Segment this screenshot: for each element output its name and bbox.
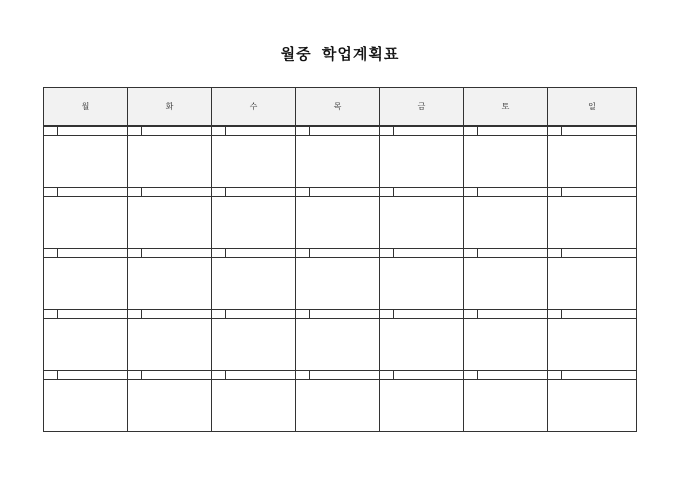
date-cell-fri: [380, 310, 464, 318]
plan-cell-thu[interactable]: [296, 319, 380, 370]
date-cell-fri: [380, 249, 464, 257]
week-row: [44, 248, 636, 309]
plan-cell-thu[interactable]: [296, 380, 380, 431]
plan-cell-sun[interactable]: [548, 136, 636, 187]
date-number-box[interactable]: [548, 310, 562, 318]
date-number-box[interactable]: [44, 371, 58, 379]
plan-cell-tue[interactable]: [128, 258, 212, 309]
date-number-row: [44, 126, 636, 136]
date-number-box[interactable]: [296, 371, 310, 379]
date-cell-fri: [380, 188, 464, 196]
date-cell-wed: [212, 127, 296, 135]
plan-cell-wed[interactable]: [212, 197, 296, 248]
date-cell-fri: [380, 127, 464, 135]
date-cell-wed: [212, 371, 296, 379]
date-number-box[interactable]: [128, 188, 142, 196]
plan-cell-sun[interactable]: [548, 319, 636, 370]
plan-cell-tue[interactable]: [128, 197, 212, 248]
plan-cell-sat[interactable]: [464, 258, 548, 309]
date-number-box[interactable]: [44, 188, 58, 196]
date-number-box[interactable]: [296, 249, 310, 257]
plan-entry-row: [44, 380, 636, 431]
date-number-box[interactable]: [212, 188, 226, 196]
weekday-header-tue: 화: [128, 88, 212, 125]
plan-cell-sun[interactable]: [548, 197, 636, 248]
weekday-header-thu: 목: [296, 88, 380, 125]
plan-entry-row: [44, 258, 636, 309]
date-number-box[interactable]: [44, 127, 58, 135]
date-cell-sat: [464, 188, 548, 196]
date-number-box[interactable]: [380, 310, 394, 318]
date-number-box[interactable]: [464, 127, 478, 135]
date-cell-tue: [128, 188, 212, 196]
date-cell-mon: [44, 127, 128, 135]
date-cell-mon: [44, 249, 128, 257]
calendar-grid: [44, 126, 636, 431]
date-number-row: [44, 309, 636, 319]
week-row: [44, 370, 636, 431]
plan-cell-mon[interactable]: [44, 319, 128, 370]
date-number-box[interactable]: [128, 249, 142, 257]
weekday-header-wed: 수: [212, 88, 296, 125]
date-number-box[interactable]: [464, 371, 478, 379]
date-cell-sun: [548, 371, 636, 379]
date-cell-thu: [296, 371, 380, 379]
date-cell-sun: [548, 310, 636, 318]
date-cell-sun: [548, 188, 636, 196]
date-number-box[interactable]: [548, 188, 562, 196]
week-row: [44, 309, 636, 370]
plan-cell-sat[interactable]: [464, 197, 548, 248]
date-cell-thu: [296, 127, 380, 135]
date-number-box[interactable]: [380, 249, 394, 257]
date-number-box[interactable]: [380, 371, 394, 379]
plan-cell-thu[interactable]: [296, 258, 380, 309]
date-number-box[interactable]: [380, 188, 394, 196]
plan-cell-wed[interactable]: [212, 136, 296, 187]
plan-cell-mon[interactable]: [44, 258, 128, 309]
date-cell-wed: [212, 310, 296, 318]
date-number-box[interactable]: [128, 371, 142, 379]
plan-cell-sun[interactable]: [548, 258, 636, 309]
date-number-box[interactable]: [128, 310, 142, 318]
plan-cell-wed[interactable]: [212, 380, 296, 431]
weekday-header-mon: 월: [44, 88, 128, 125]
weekday-header-row: [44, 88, 636, 126]
plan-cell-thu[interactable]: [296, 197, 380, 248]
plan-cell-mon[interactable]: [44, 197, 128, 248]
plan-cell-sat[interactable]: [464, 380, 548, 431]
date-number-box[interactable]: [548, 249, 562, 257]
date-number-box[interactable]: [128, 127, 142, 135]
date-number-box[interactable]: [464, 310, 478, 318]
plan-cell-fri[interactable]: [380, 197, 464, 248]
date-number-row: [44, 187, 636, 197]
date-number-box[interactable]: [212, 371, 226, 379]
plan-cell-fri[interactable]: [380, 136, 464, 187]
date-number-box[interactable]: [296, 310, 310, 318]
date-cell-tue: [128, 371, 212, 379]
date-cell-sun: [548, 249, 636, 257]
date-cell-sat: [464, 371, 548, 379]
date-cell-wed: [212, 188, 296, 196]
date-number-box[interactable]: [464, 249, 478, 257]
date-cell-sat: [464, 310, 548, 318]
plan-entry-row: [44, 197, 636, 248]
plan-cell-mon[interactable]: [44, 136, 128, 187]
date-number-row: [44, 248, 636, 258]
date-number-box[interactable]: [548, 127, 562, 135]
date-cell-tue: [128, 249, 212, 257]
date-number-box[interactable]: [212, 310, 226, 318]
plan-cell-wed[interactable]: [212, 319, 296, 370]
date-number-box[interactable]: [464, 188, 478, 196]
date-cell-fri: [380, 371, 464, 379]
page-title: 월중 학업계획표: [280, 45, 400, 63]
plan-cell-tue[interactable]: [128, 380, 212, 431]
date-cell-thu: [296, 188, 380, 196]
plan-cell-fri[interactable]: [380, 319, 464, 370]
week-row: [44, 126, 636, 187]
date-number-box[interactable]: [296, 188, 310, 196]
date-number-box[interactable]: [296, 127, 310, 135]
week-row: [44, 187, 636, 248]
plan-entry-row: [44, 136, 636, 187]
plan-cell-mon[interactable]: [44, 380, 128, 431]
plan-entry-row: [44, 319, 636, 370]
plan-cell-fri[interactable]: [380, 380, 464, 431]
plan-cell-thu[interactable]: [296, 136, 380, 187]
date-number-box[interactable]: [212, 249, 226, 257]
date-number-box[interactable]: [548, 371, 562, 379]
date-cell-mon: [44, 188, 128, 196]
date-cell-sat: [464, 127, 548, 135]
date-cell-wed: [212, 249, 296, 257]
plan-cell-fri[interactable]: [380, 258, 464, 309]
date-cell-mon: [44, 310, 128, 318]
plan-cell-wed[interactable]: [212, 258, 296, 309]
weekday-header-sat: 토: [464, 88, 548, 125]
plan-cell-tue[interactable]: [128, 319, 212, 370]
plan-cell-tue[interactable]: [128, 136, 212, 187]
date-number-row: [44, 370, 636, 380]
date-cell-tue: [128, 310, 212, 318]
monthly-study-plan-table: [43, 87, 637, 432]
plan-cell-sun[interactable]: [548, 380, 636, 431]
date-cell-mon: [44, 371, 128, 379]
plan-cell-sat[interactable]: [464, 136, 548, 187]
plan-cell-sat[interactable]: [464, 319, 548, 370]
weekday-header-sun: 일: [588, 102, 596, 111]
weekday-header-fri: 금: [380, 88, 464, 125]
date-cell-thu: [296, 310, 380, 318]
date-number-box[interactable]: [380, 127, 394, 135]
date-cell-thu: [296, 249, 380, 257]
date-number-box[interactable]: [212, 127, 226, 135]
date-cell-tue: [128, 127, 212, 135]
date-cell-sat: [464, 249, 548, 257]
date-cell-sun: [548, 127, 636, 135]
date-number-box[interactable]: [44, 310, 58, 318]
date-number-box[interactable]: [44, 249, 58, 257]
